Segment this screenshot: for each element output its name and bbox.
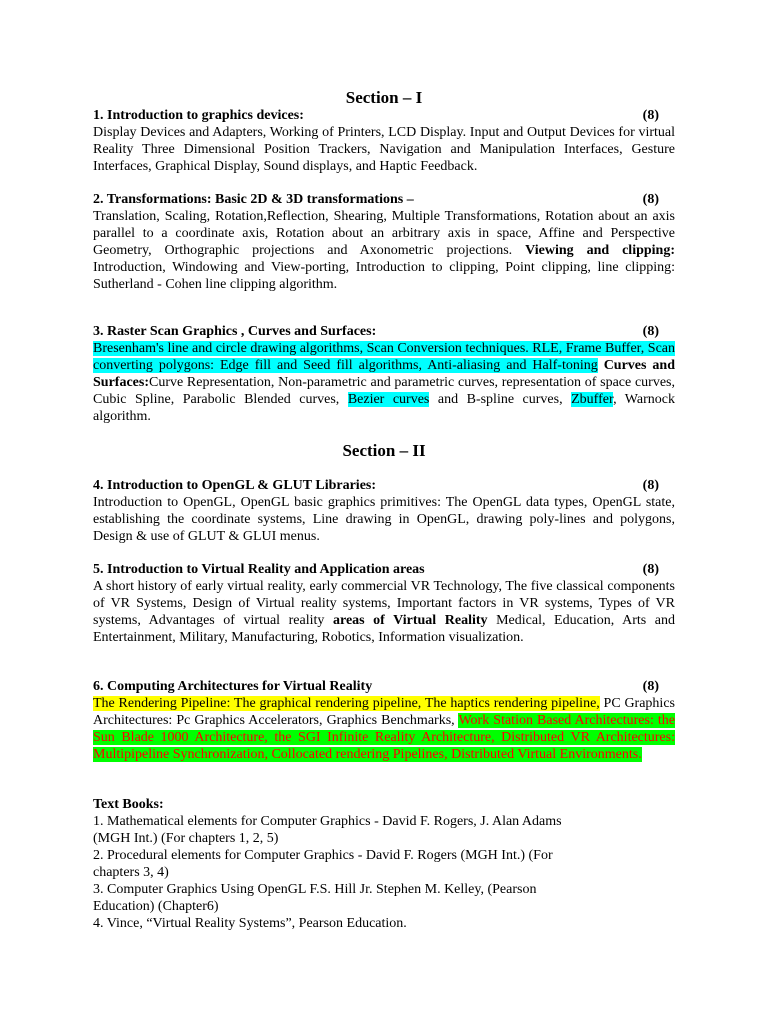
topic-1 [93,107,675,175]
curves-surfaces-label: Curves and Surfaces: [93,358,675,390]
topic-6-title: 6. Computing Architectures for Virtual Reality [93,679,373,694]
topic-2-body-text: Translation, Scaling, Rotation,Reflection, Shearing, Multiple Transformations, Rotation about an axis parallel to a coordinate axis, Rotation about an arbitrary axis in space, Affine and Perspective Geometry, Orthographic projections and Axonometric projections. [93,209,675,258]
topic-6-body-text: PC Graphics Architectures: Pc Graphics Accelerators, Graphics Benchmarks, [93,696,675,728]
topic-1-title: 1. Introduction to graphics devices: [93,108,304,123]
topic-3-title: 3. Raster Scan Graphics , Curves and Surfaces: [93,324,377,339]
textbook-line: Education) (Chapter6) [93,899,219,914]
topic-4-title: 4. Introduction to OpenGL & GLUT Libraries: [93,478,377,493]
topic-3-body-mid: and B-spline curves, [429,392,572,407]
topic-1-body: Display Devices and Adapters, Working of Printers, LCD Display. Input and Output Devices for virtual Reality Three Dimensional Position Trackers, Navigation and Manipulation Interfaces, Gesture Interfaces, Graphical Display, Sound displays, and Haptic Feedback. [93,125,675,174]
topic-6-body [93,695,675,763]
topic-3-heading [93,323,675,340]
topic-3-marks: (8) [642,324,659,339]
textbook-line: (MGH Int.) (For chapters 1, 2, 5) [93,831,279,846]
topic-2-body-rest: Introduction, Windowing and View-porting, Introduction to clipping, Point clipping, line clipping: Sutherland - Cohen line clipping algorithm. [93,260,675,292]
topic-5 [93,561,675,646]
topic-5-title: 5. Introduction to Virtual Reality and Application areas [93,562,425,577]
topic-3-body-text: Curve Representation, Non-parametric and parametric curves, representation of space curves, Cubic Spline, Parabolic Blended curves, [93,375,675,407]
topic-4-body: Introduction to OpenGL, OpenGL basic graphics primitives: The OpenGL data types, OpenGL state, establishing the coordinate systems, Line drawing in OpenGL, drawing poly-lines and polygons, Design & use of GLUT & GLUI menus. [93,495,675,544]
topic-1-marks: (8) [642,108,659,123]
topic-3-body [93,340,675,425]
section-1-title: Section – I [345,88,423,107]
topic-6-marks: (8) [642,679,659,694]
topic-6-heading [93,678,675,695]
topic-2-title: 2. Transformations: Basic 2D & 3D transformations – [93,192,414,207]
topic-4-marks: (8) [642,478,659,493]
highlight-raster-algorithms: Bresenham's line and circle drawing algorithms, Scan Conversion techniques. RLE, Frame Buffer, Scan converting polygons: Edge fill and Seed fill algorithms, Anti-aliasing and Half-toning [93,341,675,373]
vr-areas-label: areas of Virtual Reality [332,613,488,628]
highlight-rendering-pipeline: The Rendering Pipeline: The graphical rendering pipeline, The haptics rendering pipeline, [93,696,600,711]
textbooks-section [93,796,653,932]
topic-3-body-end: , Warnock algorithm. [93,392,675,424]
topic-2-body [93,208,675,293]
viewing-clipping-label: Viewing and clipping: [525,243,675,258]
highlight-zbuffer: Zbuffer [571,392,614,407]
topic-2 [93,191,675,293]
highlight-workstation-architectures: Work Station Based Architectures: the Sun Blade 1000 Architecture, the SGI Infinite Reality Architecture, Distributed VR Architectures: Multipipeline Synchronization, Collocated rendering Pipelines, Distributed Virtual Environments. [93,713,676,762]
topic-2-heading [93,191,675,208]
highlight-bezier: Bezier curves [347,392,430,407]
topic-4 [93,477,675,545]
topic-4-heading [93,477,675,494]
topic-5-body-rest: Medical, Education, Arts and Entertainment, Military, Manufacturing, Robotics, Information visualization. [93,613,675,645]
topic-6 [93,678,675,763]
textbooks-title: Text Books: [93,797,164,812]
topic-5-body [93,578,675,646]
topic-1-heading [93,107,675,124]
topic-5-marks: (8) [642,562,659,577]
topic-2-marks: (8) [642,192,659,207]
topic-3 [93,323,675,425]
textbook-line: chapters 3, 4) [93,865,169,880]
textbook-line: 2. Procedural elements for Computer Graphics - David F. Rogers (MGH Int.) (For [93,848,553,863]
section-2-title: Section – II [342,441,426,460]
textbook-line: 3. Computer Graphics Using OpenGL F.S. Hill Jr. Stephen M. Kelley, (Pearson [93,882,537,897]
topic-5-body-text: A short history of early virtual reality, early commercial VR Technology, The five classical components of VR Systems, Design of Virtual reality systems, Important factors in VR systems, Types of VR systems, Advantages of virtual reality [93,579,675,628]
topic-5-heading [93,561,675,578]
textbook-line: 4. Vince, “Virtual Reality Systems”, Pearson Education. [93,916,407,931]
textbook-line: 1. Mathematical elements for Computer Graphics - David F. Rogers, J. Alan Adams [93,814,562,829]
